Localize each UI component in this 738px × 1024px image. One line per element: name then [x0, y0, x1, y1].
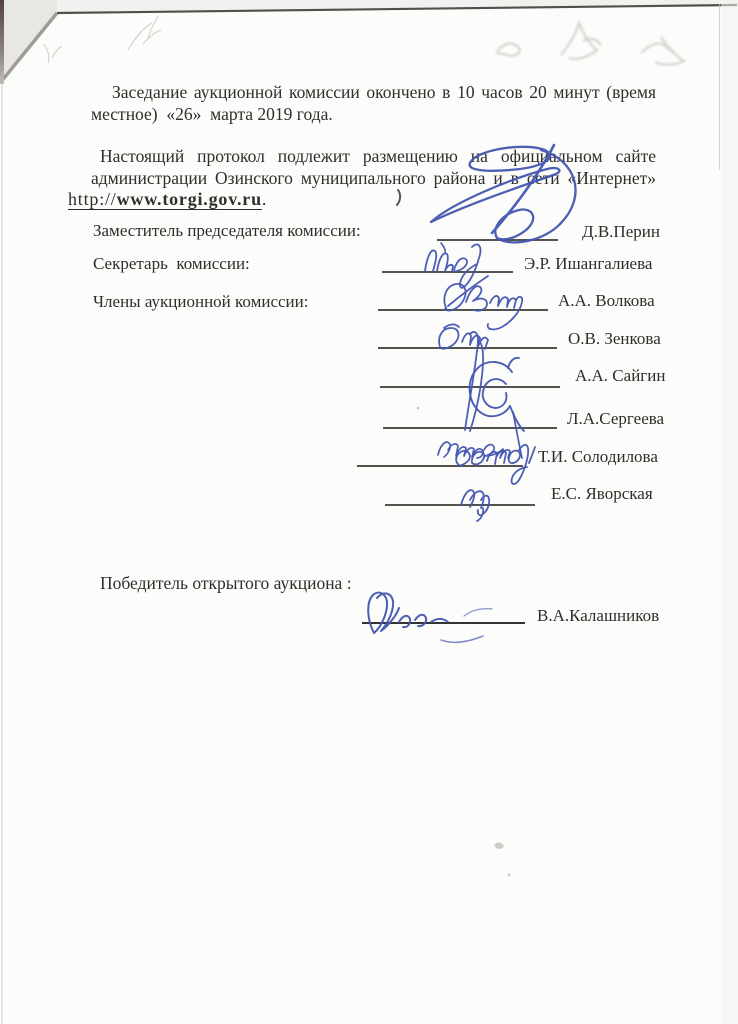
- paragraph-session-end: [91, 82, 656, 125]
- signature-line: [380, 386, 560, 388]
- signer-role-label: Члены аукционной комиссии:: [93, 292, 309, 311]
- page-left-edge-dark: [0, 0, 4, 84]
- page-top-edge-line: [57, 5, 737, 13]
- pencil-scratches: [44, 16, 161, 63]
- signer-name: А.А. Сайгин: [575, 366, 666, 385]
- page-right-edge-band: [721, 0, 738, 1024]
- signer-name: Л.А.Сергеева: [567, 409, 665, 428]
- signature-line: [383, 427, 557, 429]
- signer-name: Д.В.Перин: [582, 222, 660, 241]
- paragraph-line: администрации Озинского муниципального района и в сети «Интернет»: [91, 167, 656, 188]
- paragraph-line: Заседание аукционной комиссии окончено в 10 часов 20 минут (время: [112, 82, 656, 102]
- speck: [494, 842, 504, 848]
- signer-name: А.А. Волкова: [558, 291, 655, 310]
- signer-name: Е.С. Яворская: [551, 484, 653, 503]
- signature-sergeeva: [438, 412, 522, 458]
- torgi-url: [68, 189, 262, 210]
- signature-yavorskaya: [461, 490, 489, 521]
- signature-volkova: [444, 276, 522, 329]
- url-domain: www.torgi.gov.ru: [116, 189, 262, 209]
- signature-line: [378, 347, 557, 349]
- signer-name: Т.И. Солодилова: [538, 447, 658, 466]
- winner-signature-line: [362, 622, 525, 624]
- signature-line: [378, 309, 548, 311]
- paragraph-line: местное) «26» марта 2019 года.: [91, 103, 333, 124]
- speck: [508, 874, 511, 877]
- signer-name: О.В. Зенкова: [568, 329, 661, 348]
- scanner-background-corner: [0, 0, 57, 83]
- paragraph-publication: [68, 146, 656, 211]
- signature-zenkova: [439, 324, 488, 431]
- url-scheme: http://: [68, 189, 117, 209]
- signature-line: [382, 271, 513, 273]
- signature-ishangalieva: [425, 244, 480, 287]
- signer-role-label: Заместитель председателя комиссии:: [93, 221, 361, 240]
- signature-line: [385, 504, 535, 506]
- signature-line: [357, 465, 523, 467]
- paragraph-line: Настоящий протокол подлежит размещению на официальном сайте: [100, 146, 656, 166]
- signer-role-label: Секретарь комиссии:: [93, 254, 250, 273]
- scanner-background-top: [57, 0, 738, 13]
- url-line: [68, 189, 656, 211]
- speck: [417, 407, 420, 410]
- page-corner-fold-line: [0, 13, 57, 83]
- fold-highlight: [2, 16, 58, 86]
- signature-kalashnikov: [368, 593, 492, 643]
- signer-name: Э.Р. Ишангалиева: [524, 254, 653, 273]
- winner-label: Победитель открытого аукциона :: [100, 573, 352, 593]
- signature-saigin: [470, 358, 524, 431]
- winner-name: В.А.Калашников: [537, 606, 660, 625]
- signature-line: [437, 239, 558, 241]
- bleed-through-smudges: [497, 23, 684, 65]
- url-period: .: [261, 189, 268, 209]
